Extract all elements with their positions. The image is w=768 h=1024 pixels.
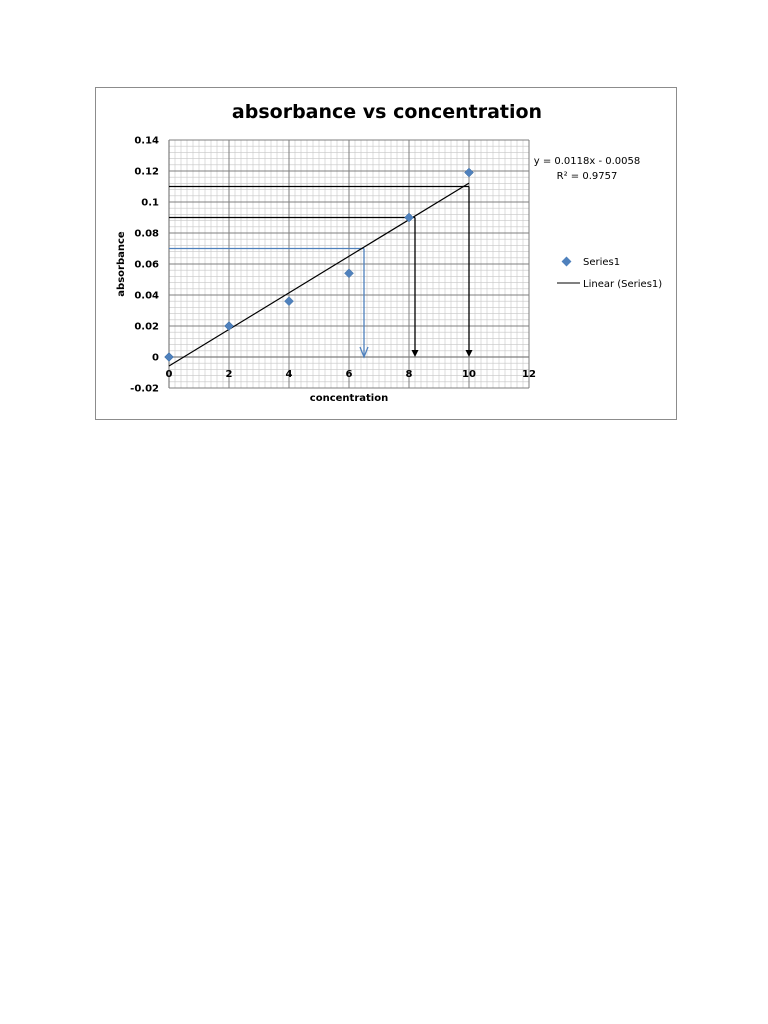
- y-tick-label: 0.04: [134, 290, 159, 302]
- y-axis-label: absorbance: [116, 231, 127, 297]
- legend-diamond-marker: [562, 257, 572, 267]
- x-tick-label: 8: [405, 369, 413, 380]
- x-tick-label: 0: [165, 369, 173, 380]
- legend-series-label: Series1: [583, 257, 621, 268]
- x-tick-label: 2: [225, 369, 233, 380]
- data-point: [465, 168, 474, 177]
- legend: [557, 257, 662, 290]
- data-point: [165, 353, 174, 362]
- y-tick-label: 0.02: [134, 321, 159, 333]
- x-tick-label: 12: [522, 369, 536, 380]
- legend-trendline-label: Linear (Series1): [583, 279, 663, 290]
- chart-title: absorbance vs concentration: [231, 101, 543, 123]
- x-tick-label: 10: [462, 369, 476, 380]
- y-tick-label: 0.08: [134, 228, 159, 240]
- chart-svg: [96, 88, 678, 421]
- r-squared-value: R² = 0.9757: [556, 171, 618, 182]
- y-tick-label: 0.1: [141, 197, 159, 209]
- x-axis-label: concentration: [309, 393, 389, 404]
- y-tick-label: 0.06: [134, 259, 159, 271]
- y-tick-label: 0.12: [134, 166, 159, 178]
- chart-frame: [95, 87, 677, 420]
- y-tick-label: 0.14: [134, 135, 159, 147]
- data-point: [225, 322, 234, 331]
- x-tick-label: 4: [285, 369, 293, 380]
- y-tick-label: 0: [152, 352, 159, 364]
- arrowhead: [412, 350, 419, 357]
- data-point: [285, 297, 294, 306]
- y-tick-label: -0.02: [130, 383, 159, 395]
- x-tick-label: 6: [345, 369, 353, 380]
- trendline-equation: y = 0.0118x - 0.0058: [533, 156, 641, 167]
- arrowhead: [466, 350, 473, 357]
